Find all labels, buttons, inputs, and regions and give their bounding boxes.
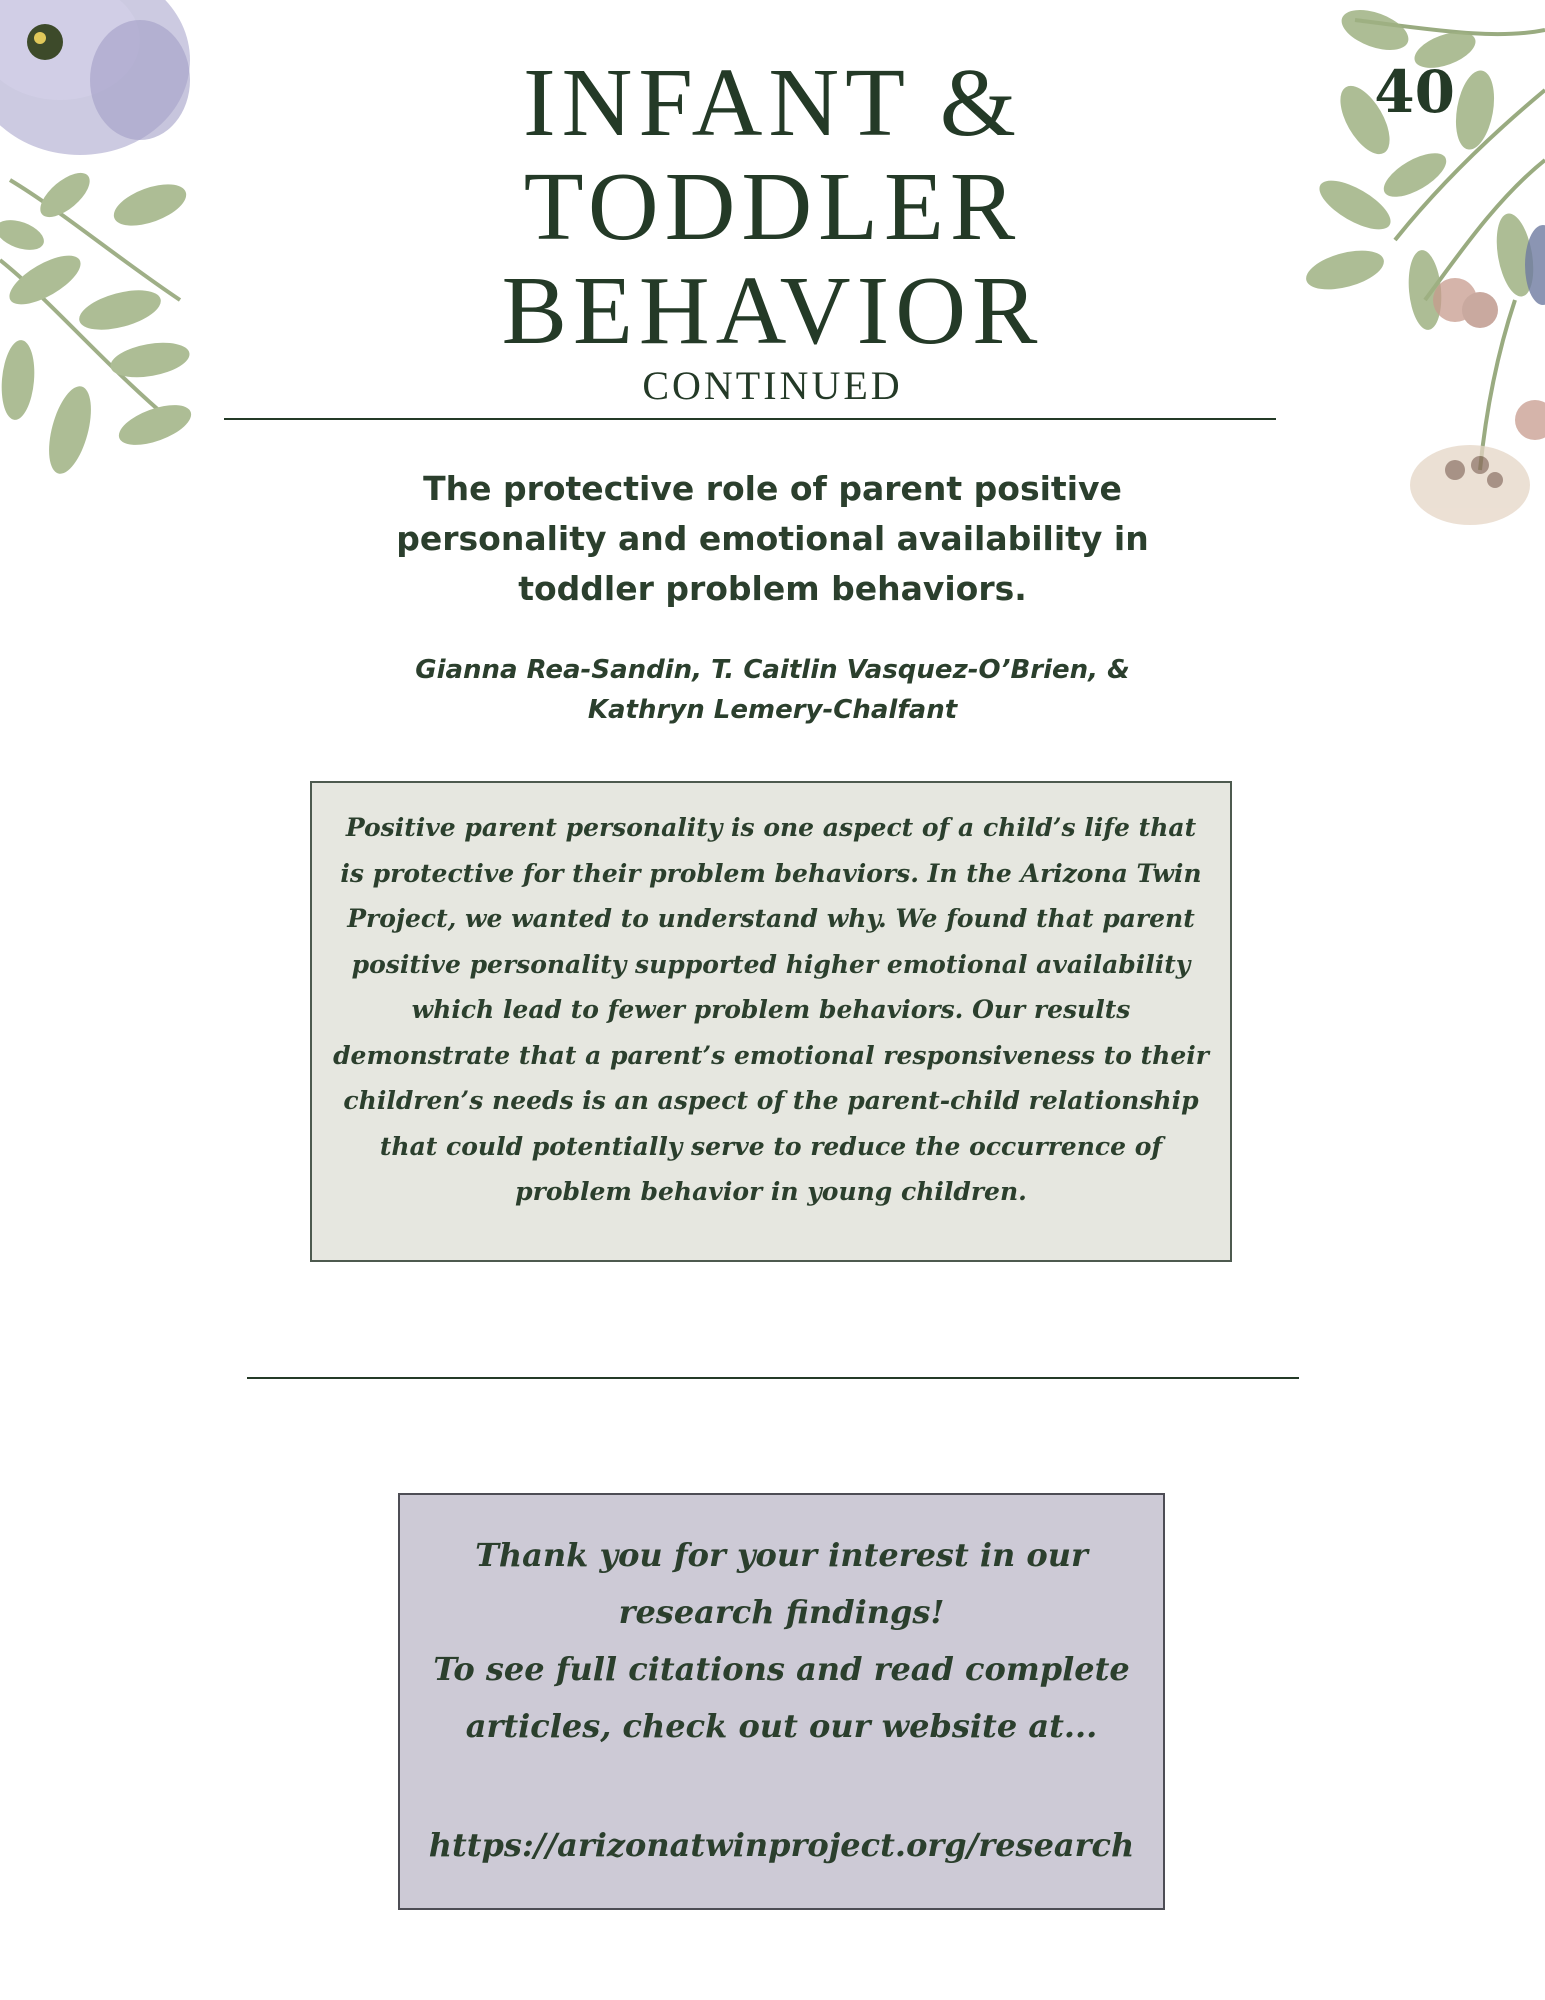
abstract-box [310,781,1232,1262]
page-subtitle: CONTINUED [642,363,903,408]
page-title-line-3: BEHAVIOR [501,257,1044,365]
authors-line-1: Gianna Rea-Sandin, T. Caitlin Vasquez-O’Brien, & [415,655,1130,685]
authors-line-2: Kathryn Lemery-Chalfant [587,695,958,725]
divider-top [224,418,1276,420]
page-title-line-1: INFANT & [522,49,1022,157]
closing-message [410,1527,1153,1755]
abstract-text: Positive parent personality is one aspect of a child’s life that is protective for their problem behaviors. In the Arizona Twin Project, we wanted to understand why. We found that parent positive personality supported higher emotional availability which lead to fewer problem behaviors. Our results demonstrate that a parent’s emotional responsiveness to their children’s needs is an aspect of the parent-child relationship that could potentially serve to reduce the occurrence of problem behavior in young children. [333,813,1209,1206]
website-link[interactable]: https://arizonatwinproject.org/research [428,1826,1135,1864]
divider-middle [247,1377,1299,1379]
page-number: 40 [1374,58,1455,126]
article-title: The protective role of parent positive personality and emotional availability in toddler problem behaviors. [396,469,1149,608]
article-authors [360,650,1185,730]
thanks-text: Thank you for your interest in our research findings! [475,1536,1088,1631]
closing-box [398,1493,1165,1910]
page-title-line-2: TODDLER [523,153,1022,261]
cta-text: To see full citations and read complete articles, check out our website at... [433,1650,1130,1745]
